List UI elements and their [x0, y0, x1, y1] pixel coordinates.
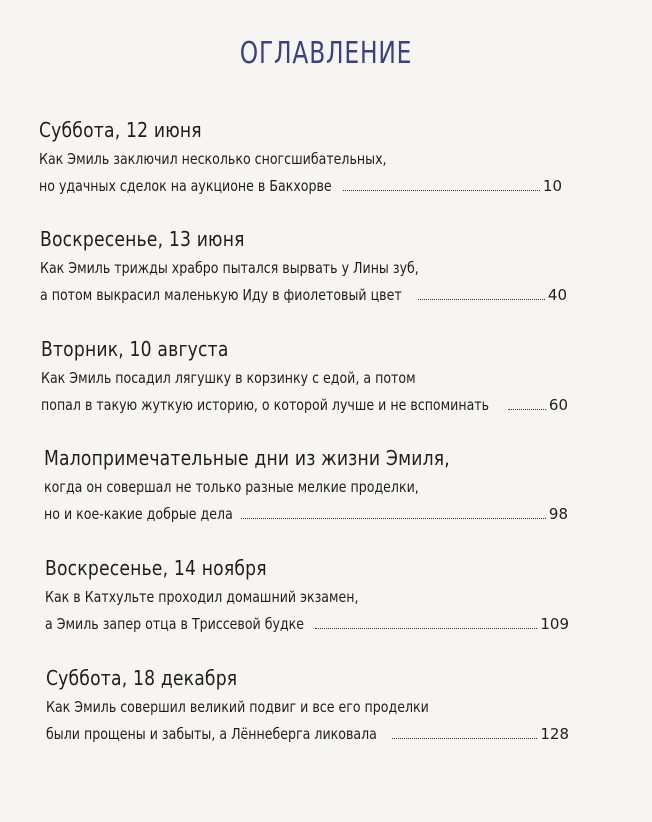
toc-section [39, 118, 579, 195]
page-number: 128 [540, 725, 569, 743]
section-heading: Воскресенье, 13 июня [40, 227, 245, 251]
entry-line-2[interactable]: а потом выкрасил маленькую Иду в фиолетовый цвет 40 [40, 286, 567, 304]
toc-section [41, 337, 581, 414]
dot-leader [315, 627, 537, 629]
entry-line-1: Как Эмиль заключил несколько сногсшибательных, [39, 150, 387, 168]
entry-line-1: когда он совершал не только разные мелкие проделки, [44, 478, 419, 496]
section-heading: Вторник, 10 августа [41, 337, 229, 361]
dot-leader [343, 189, 539, 191]
page-number: 98 [548, 505, 568, 523]
page-number: 60 [548, 396, 568, 414]
dot-leader [508, 408, 545, 410]
page-number: 40 [547, 286, 567, 304]
page-number: 10 [542, 177, 562, 195]
entry-line-2[interactable]: были прощены и забыты, а Лённеберга ликовала 128 [46, 725, 569, 743]
entry-line-1: Как в Катхульте проходил домашний экзамен, [45, 588, 359, 606]
entry-line-2[interactable]: но и кое-какие добрые дела 98 [44, 505, 568, 523]
entry-line-2[interactable]: но удачных сделок на аукционе в Бакхорве 10 [39, 177, 562, 195]
dot-leader [392, 737, 537, 739]
entry-line-2[interactable]: а Эмиль запер отца в Триссевой будке 109 [45, 615, 569, 633]
entry-line-1: Как Эмиль совершил великий подвиг и все его проделки [46, 698, 429, 716]
section-heading: Суббота, 18 декабря [46, 666, 238, 690]
entry-line-1: Как Эмиль посадил лягушку в корзинку с едой, а потом [41, 369, 416, 387]
section-heading: Малопримечательные дни из жизни Эмиля, [44, 446, 450, 470]
toc-section [46, 666, 586, 743]
dot-leader [241, 517, 546, 519]
toc-section [40, 227, 580, 304]
section-heading: Суббота, 12 июня [39, 118, 202, 142]
dot-leader [418, 298, 545, 300]
page-number: 109 [540, 615, 569, 633]
page-title: ОГЛАВЛЕНИЕ [239, 36, 413, 71]
toc-section [44, 446, 584, 523]
toc-section [45, 556, 585, 633]
section-heading: Воскресенье, 14 ноября [45, 556, 267, 580]
entry-line-2[interactable]: попал в такую жуткую историю, о которой лучше и не вспоминать 60 [41, 396, 568, 414]
entry-line-1: Как Эмиль трижды храбро пытался вырвать у Лины зуб, [40, 259, 419, 277]
